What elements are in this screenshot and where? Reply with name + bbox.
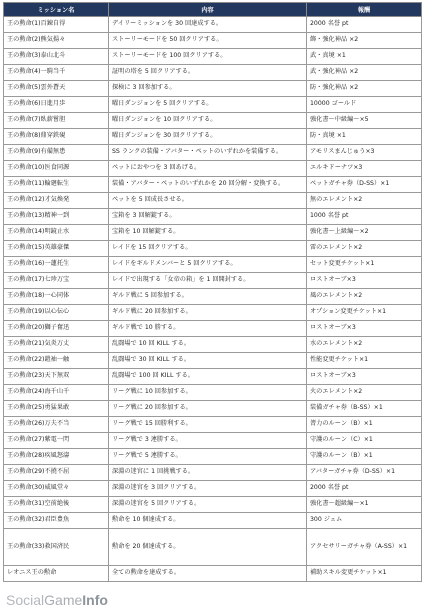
content-cell: 深淵の迷宮を 5 回クリアする。 bbox=[109, 497, 307, 513]
mission-name-cell: 王の勲命(29)不撓不屈 bbox=[4, 465, 109, 481]
content-cell: 装備・アバター・ペットのいずれかを 20 回分解・変換する。 bbox=[109, 177, 307, 193]
watermark-game: Game bbox=[44, 592, 83, 608]
table-row bbox=[4, 353, 422, 369]
table-row bbox=[4, 321, 422, 337]
mission-name-cell: 王の勲命(12)才気煥発 bbox=[4, 193, 109, 209]
content-cell: 曜日ダンジョンを 5 回クリアする。 bbox=[109, 97, 307, 113]
content-cell: 乱闘場で 30 回 KILL する。 bbox=[109, 353, 307, 369]
reward-cell: 飾・強化神品 ×2 bbox=[307, 33, 422, 49]
table-row bbox=[4, 33, 422, 49]
table-row bbox=[4, 241, 422, 257]
reward-cell: 無のエレメント×2 bbox=[307, 193, 422, 209]
table-row bbox=[4, 385, 422, 401]
header-row bbox=[4, 3, 422, 17]
table-row bbox=[4, 289, 422, 305]
reward-cell: ロストオーブ×3 bbox=[307, 273, 422, 289]
reward-cell: 装備ガチャ券（B-SS）×1 bbox=[307, 401, 422, 417]
reward-cell: アバターガチャ券（D-SS）×1 bbox=[307, 465, 422, 481]
mission-name-cell: 王の勲命(26)万夫不当 bbox=[4, 417, 109, 433]
reward-cell: 300 ジェム bbox=[307, 513, 422, 529]
content-cell: レイドを 15 回クリアする。 bbox=[109, 241, 307, 257]
mission-name-cell: 王の勲命(20)獅子奮迅 bbox=[4, 321, 109, 337]
mission-name-cell: 王の勲命(31)空前絶後 bbox=[4, 497, 109, 513]
reward-cell: 1000 名誉 pt bbox=[307, 209, 422, 225]
reward-cell: 水のエレメント×2 bbox=[307, 337, 422, 353]
table-row bbox=[4, 433, 422, 449]
table-row bbox=[4, 273, 422, 289]
content-cell: リーグ戦に 20 回参加する。 bbox=[109, 401, 307, 417]
table-row bbox=[4, 257, 422, 273]
mission-name-cell: 王の勲命(30)威風堂々 bbox=[4, 481, 109, 497]
mission-name-cell: 王の勲命(10)医食同源 bbox=[4, 161, 109, 177]
mission-name-cell: 王の勲命(18)一心同体 bbox=[4, 289, 109, 305]
table-row bbox=[4, 81, 422, 97]
content-cell: ストーリーモードを 100 回クリアする。 bbox=[109, 49, 307, 65]
reward-cell: 防・真境 ×1 bbox=[307, 129, 422, 145]
table-row bbox=[4, 113, 422, 129]
mission-name-cell: 王の勲命(8)鼎穿鉄硯 bbox=[4, 129, 109, 145]
table-row bbox=[4, 566, 422, 582]
watermark-logo bbox=[6, 592, 108, 608]
table-row bbox=[4, 17, 422, 33]
content-cell: ストーリーモードを 50 回クリアする。 bbox=[109, 33, 307, 49]
content-cell: 乱闘場で 100 回 KILL する。 bbox=[109, 369, 307, 385]
reward-cell: 雷のエレメント×2 bbox=[307, 241, 422, 257]
mission-name-cell: 王の勲命(22)鎧袖一触 bbox=[4, 353, 109, 369]
content-cell: レイドで出現する「女帝の箱」を 1 回開封する。 bbox=[109, 273, 307, 289]
reward-cell: セット変更チケット×1 bbox=[307, 257, 422, 273]
watermark-info: Info bbox=[82, 592, 108, 608]
content-cell: リーグ戦で 15 回勝利する。 bbox=[109, 417, 307, 433]
mission-name-cell: 王の勲命(25)勇猛果敢 bbox=[4, 401, 109, 417]
content-cell: 深淵の迷宮を 3 回クリアする。 bbox=[109, 481, 307, 497]
reward-cell: 武・真境 ×1 bbox=[307, 49, 422, 65]
header-content: 内容 bbox=[109, 3, 307, 17]
table-row bbox=[4, 305, 422, 321]
content-cell: 宝箱を 3 回解錠する。 bbox=[109, 209, 307, 225]
content-cell: 勲命を 10 個達成する。 bbox=[109, 513, 307, 529]
table-row bbox=[4, 481, 422, 497]
reward-cell: 防・強化神品 ×2 bbox=[307, 81, 422, 97]
mission-name-cell: 王の勲命(1)百錬自得 bbox=[4, 17, 109, 33]
content-cell: リーグ戦で 5 連勝する。 bbox=[109, 449, 307, 465]
table-row bbox=[4, 401, 422, 417]
content-cell: ギルド戦に 5 回参加する。 bbox=[109, 289, 307, 305]
content-cell: リーグ戦に 10 回参加する。 bbox=[109, 385, 307, 401]
table-row bbox=[4, 49, 422, 65]
content-cell: ペットを 5 回成長させる。 bbox=[109, 193, 307, 209]
reward-cell: 火のエレメント×2 bbox=[307, 385, 422, 401]
content-cell: 探検に 3 回参加する。 bbox=[109, 81, 307, 97]
mission-name-cell: 王の勲命(14)明鏡止水 bbox=[4, 225, 109, 241]
table-row bbox=[4, 337, 422, 353]
content-cell: 勲命を 20 個達成する。 bbox=[109, 529, 307, 566]
reward-cell: 風のエレメント×2 bbox=[307, 289, 422, 305]
table-row bbox=[4, 145, 422, 161]
table-row bbox=[4, 225, 422, 241]
content-cell: 全ての勲命を達成する。 bbox=[109, 566, 307, 582]
content-cell: 証明の塔を 5 回クリアする。 bbox=[109, 65, 307, 81]
mission-name-cell: 王の勲命(2)熊気揚々 bbox=[4, 33, 109, 49]
reward-cell: アクセサリーガチャ券（A-SS）×1 bbox=[307, 529, 422, 566]
table-row bbox=[4, 209, 422, 225]
content-cell: 曜日ダンジョンを 10 回クリアする。 bbox=[109, 113, 307, 129]
content-cell: デイリーミッションを 30 回達成する。 bbox=[109, 17, 307, 33]
table-row bbox=[4, 449, 422, 465]
mission-name-cell: 王の勲命(24)海千山千 bbox=[4, 385, 109, 401]
reward-cell: 強化書～超級編～×1 bbox=[307, 497, 422, 513]
reward-cell: アモリスまんじゅう×3 bbox=[307, 145, 422, 161]
mission-name-cell: 王の勲命(5)雲外蒼天 bbox=[4, 81, 109, 97]
mission-table bbox=[3, 2, 422, 582]
reward-cell: ロストオーブ×3 bbox=[307, 369, 422, 385]
mission-name-cell: 王の勲命(17)七珍万宝 bbox=[4, 273, 109, 289]
mission-name-cell: 王の勲命(4)一騎当千 bbox=[4, 65, 109, 81]
content-cell: リーグ戦で 3 連勝する。 bbox=[109, 433, 307, 449]
content-cell: 深淵の迷宮に 1 回挑戦する。 bbox=[109, 465, 307, 481]
mission-name-cell: 王の勲命(33)救国済民 bbox=[4, 529, 109, 566]
mission-name-cell: 王の勲命(16)一蓮托生 bbox=[4, 257, 109, 273]
table-row bbox=[4, 529, 422, 566]
table-row bbox=[4, 97, 422, 113]
reward-cell: エルキドーナツ×3 bbox=[307, 161, 422, 177]
mission-name-cell: 王の勲命(6)日進月歩 bbox=[4, 97, 109, 113]
content-cell: ペットにおやつを 3 回あげる。 bbox=[109, 161, 307, 177]
reward-cell: 2000 名誉 pt bbox=[307, 17, 422, 33]
mission-name-cell: 王の勲命(7)臥薪嘗胆 bbox=[4, 113, 109, 129]
table-row bbox=[4, 65, 422, 81]
reward-cell: ペットガチャ券（D-SS）×1 bbox=[307, 177, 422, 193]
table-row bbox=[4, 193, 422, 209]
content-cell: ギルド戦に 20 回参加する。 bbox=[109, 305, 307, 321]
content-cell: レイドをギルドメンバーと 5 回クリアする。 bbox=[109, 257, 307, 273]
table-row bbox=[4, 129, 422, 145]
mission-name-cell: 王の勲命(28)疾風怒濤 bbox=[4, 449, 109, 465]
mission-name-cell: 王の勲命(21)気炎万丈 bbox=[4, 337, 109, 353]
header-reward: 報酬 bbox=[307, 3, 422, 17]
table-row bbox=[4, 161, 422, 177]
mission-name-cell: 王の勲命(13)精神一到 bbox=[4, 209, 109, 225]
table-row bbox=[4, 369, 422, 385]
mission-name-cell: レオニス王の勲命 bbox=[4, 566, 109, 582]
reward-cell: 性能変更チケット×1 bbox=[307, 353, 422, 369]
reward-cell: 強化書～上級編～×2 bbox=[307, 225, 422, 241]
mission-name-cell: 王の勲命(15)英雄豪傑 bbox=[4, 241, 109, 257]
reward-cell: 守護のルーン（C）×1 bbox=[307, 433, 422, 449]
mission-name-cell: 王の勲命(11)輪廻転生 bbox=[4, 177, 109, 193]
header-mission-name: ミッション名 bbox=[4, 3, 109, 17]
mission-name-cell: 王の勲命(9)有備無患 bbox=[4, 145, 109, 161]
table-row bbox=[4, 417, 422, 433]
content-cell: 宝箱を 10 回解錠する。 bbox=[109, 225, 307, 241]
reward-cell: 2000 名誉 pt bbox=[307, 481, 422, 497]
content-cell: 乱闘場で 10 回 KILL する。 bbox=[109, 337, 307, 353]
reward-cell: 守護のルーン（B）×1 bbox=[307, 449, 422, 465]
reward-cell: 膂力のルーン（B）×1 bbox=[307, 417, 422, 433]
table-row bbox=[4, 465, 422, 481]
mission-name-cell: 王の勲命(19)以心伝心 bbox=[4, 305, 109, 321]
table-row bbox=[4, 513, 422, 529]
table-row bbox=[4, 177, 422, 193]
reward-cell: ロストオーブ×3 bbox=[307, 321, 422, 337]
table-row bbox=[4, 497, 422, 513]
reward-cell: 強化書～中級編～×5 bbox=[307, 113, 422, 129]
mission-name-cell: 王の勲命(3)泰山北斗 bbox=[4, 49, 109, 65]
mission-name-cell: 王の勲命(27)紫電一閃 bbox=[4, 433, 109, 449]
reward-cell: 10000 ゴールド bbox=[307, 97, 422, 113]
table-body bbox=[4, 17, 422, 582]
mission-name-cell: 王の勲命(32)君臣豊魚 bbox=[4, 513, 109, 529]
content-cell: ギルド戦で 10 勝する。 bbox=[109, 321, 307, 337]
reward-cell: オプション変更チケット×1 bbox=[307, 305, 422, 321]
reward-cell: 補助スキル変更チケット×1 bbox=[307, 566, 422, 582]
content-cell: 曜日ダンジョンを 30 回クリアする。 bbox=[109, 129, 307, 145]
mission-name-cell: 王の勲命(23)天下無双 bbox=[4, 369, 109, 385]
content-cell: SS ランクの装備・アバター・ペットのいずれかを装備する。 bbox=[109, 145, 307, 161]
reward-cell: 武・強化神品 ×2 bbox=[307, 65, 422, 81]
watermark-social: Social bbox=[6, 592, 45, 608]
